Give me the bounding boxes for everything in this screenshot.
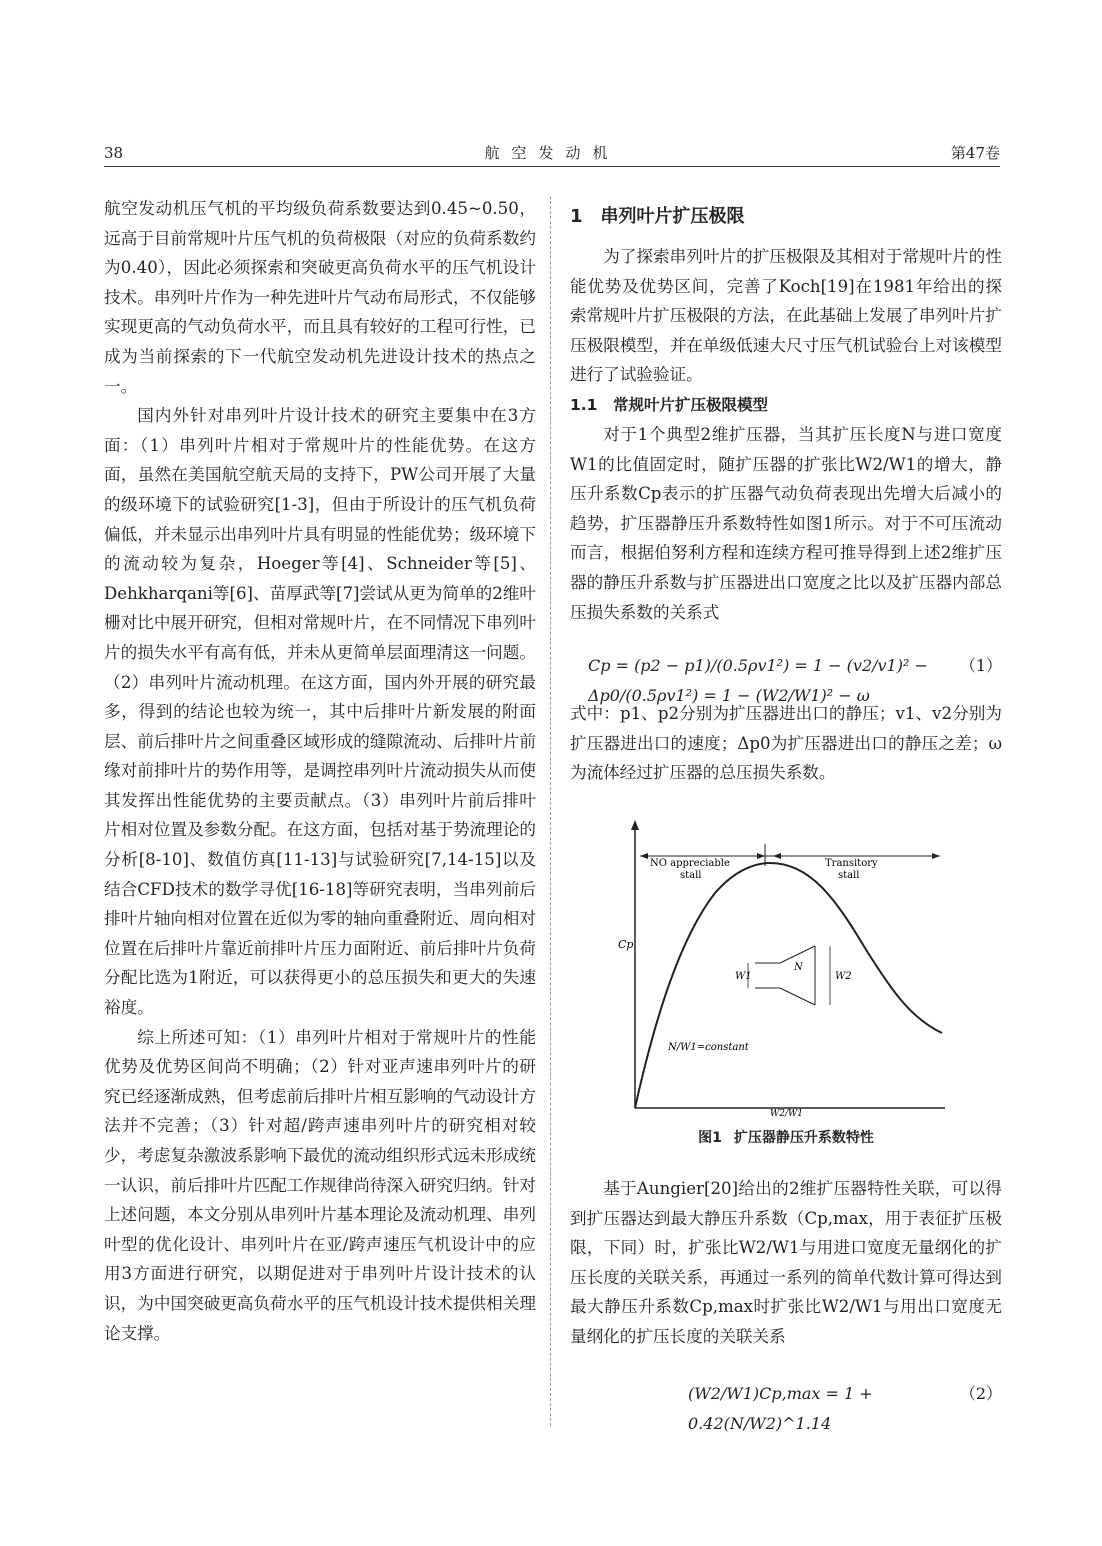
volume-label: 第47卷 [950, 144, 1000, 162]
diffuser-sketch [735, 946, 852, 1005]
y-axis-label: Cp [618, 937, 634, 951]
right-paragraph-2: 对于1个典型2维扩压器，当其扩压长度N与进口宽度W1的比值固定时，随扩压器的扩张比W2/W1的增大，静压升系数Cp表示的扩压器气动负荷表现出先增大后减小的趋势，扩压器静压升系数特性如图1所示。对于不可压流动而言，根据伯努利方程和连续方程可推导得到上述2维扩压器的静压升系数与扩压器进出口宽度之比以及扩压器内部总压损失系数的关系式 [570, 424, 1002, 622]
figure-1-caption-text: 扩压器静压升系数特性 [733, 1129, 874, 1146]
left-paragraph-1: 航空发动机压气机的平均级负荷系数要达到0.45~0.50，远高于目前常规叶片压气机的负荷极限（对应的负荷系数约为0.40），因此必须探索和突破更高负荷水平的压气机设计技术。串列叶片作为一种先进叶片气动布局形式，不仅能够实现更高的气动负荷水平，而且具有较好的工程可行性，已成为当前探索的下一代航空发动机先进设计技术的热点之一。 [104, 199, 536, 396]
running-header [104, 140, 1000, 166]
equation-2 [570, 1357, 1002, 1437]
y-axis-arrow [631, 820, 639, 830]
no-stall-label: NO appreciable [650, 857, 730, 869]
transitory-label-2: stall [838, 869, 860, 881]
figure-1-caption [570, 1124, 1002, 1152]
equation-1 [570, 635, 1002, 705]
left-paragraph-2: 国内外针对串列叶片设计技术的研究主要集中在3方面：（1）串列叶片相对于常规叶片的性能优势。在这方面，虽然在美国航空航天局的支持下，PW公司开展了大量的级环境下的试验研究[1-3]，但由于所设计的压气机负荷偏低，并未显示出串列叶片具有明显的性能优势；级环境下的流动较为复杂，Hoeger等[4]、Schneider等[5]、Dehkharqani等[6]、苗厚武等[7]尝试从更为简单的2维叶栅对比中展开研究，但相对常规叶片，在不同情况下串列叶片的损失水平有高有低，并未从更简单层面理清这一问题。（2）串列叶片流动机理。在这方面，国内外开展的研究最多，得到的结论也较为统一，其中后排叶片新发展的附面层、前后排叶片之间重叠区域形成的缝隙流动、后排叶片前缘对前排叶片的势作用等，是调控串列叶片流动损失从而使其发挥出性能优势的主要贡献点。（3）串列叶片前后排叶片相对位置及参数分配。在这方面，包括对基于势流理论的分析[8-10]、数值仿真[11-13]与试验研究[7,14-15]以及结合CFD技术的数学寻优[16-18]等研究表明，当串列前后排叶片轴向相对位置在近似为零的轴向重叠附近、周向相对位置在后排叶片靠近前排叶片压力面附近、前后排叶片负荷分配比选为1附近，可以获得更小的总压损失和更大的失速裕度。 [104, 406, 536, 1018]
static-pressure-curve [635, 863, 942, 1108]
figure-1 [570, 818, 1002, 1118]
figure-1-caption-number: 图1 [698, 1129, 722, 1146]
right-paragraph-3: 式中：p1、p2分别为扩压器进出口的静压；v1、v2分别为扩压器进出口的速度；Δp0为扩压器进出口的静压之差；ω为流体经过扩压器的总压损失系数。 [570, 704, 1002, 783]
column-divider [550, 196, 551, 1426]
right-column [570, 194, 1002, 1437]
x-axis-label: W2/W1 [770, 1108, 803, 1119]
constant-label: N/W1=constant [668, 1041, 749, 1053]
equation-1-body: Cp = (p2 − p1)/(0.5ρv1²) = 1 − (v2/v1)² − Δp0/(0.5ρv1²) = 1 − (W2/W1)² − ω [588, 656, 928, 705]
transitory-label: Transitory [825, 857, 878, 869]
right-paragraph-4: 基于Aungier[20]给出的2维扩压器特性关联，可以得到扩压器达到最大静压升系数（Cp,max，用于表征扩压极限，下同）时，扩张比W2/W1与用进口宽度无量纲化的扩压长度的关联关系，再通过一系列的简单代数计算可得达到最大静压升系数Cp,max时扩张比W2/W1与用出口宽度无量纲化的扩压长度的关联关系 [570, 1178, 1002, 1346]
diffuser-characteristic-diagram [620, 818, 950, 1118]
equation-2-body: (W2/W1)Cp,max = 1 + 0.42(N/W2)^1.14 [688, 1384, 873, 1434]
header-rule [104, 166, 1000, 167]
page-number: 38 [104, 144, 124, 162]
subsection-title: 1.1 常规叶片扩压极限模型 [570, 395, 768, 414]
no-stall-label-2: stall [680, 869, 702, 881]
w1-label: W1 [735, 970, 752, 982]
equation-1-number: （1） [959, 656, 1002, 676]
right-paragraph-1: 为了探索串列叶片的扩压极限及其相对于常规叶片的性能优势及优势区间，完善了Koch[19]在1981年给出的探索常规叶片扩压极限的方法，在此基础上发展了串列叶片扩压极限模型，并在单级低速大尺寸压气机试验台上对该模型进行了试验验证。 [570, 247, 1002, 385]
left-column [104, 194, 536, 1348]
section-title: 1 串列叶片扩压极限 [570, 206, 745, 227]
w2-label: W2 [835, 970, 852, 982]
journal-title: 航空发动机 [484, 144, 620, 162]
n-label: N [794, 961, 803, 973]
left-paragraph-3: 综上所述可知：（1）串列叶片相对于常规叶片的性能优势及优势区间尚不明确；（2）针对亚声速串列叶片的研究已经逐渐成熟，但考虑前后排叶片相互影响的气动设计方法并不完善；（3）针对超/跨声速串列叶片的研究相对较少，考虑复杂激波系影响下最优的流动组织形式远未形成统一认识，前后排叶片匹配工作规律尚待深入研究归纳。针对上述问题，本文分别从串列叶片基本理论及流动机理、串列叶型的优化设计、串列叶片在亚/跨声速压气机设计中的应用3方面进行研究，以期促进对于串列叶片设计技术的认识，为中国突破更高负荷水平的压气机设计技术提供相关理论支撑。 [104, 1027, 536, 1343]
equation-2-number: （2） [959, 1384, 1002, 1404]
